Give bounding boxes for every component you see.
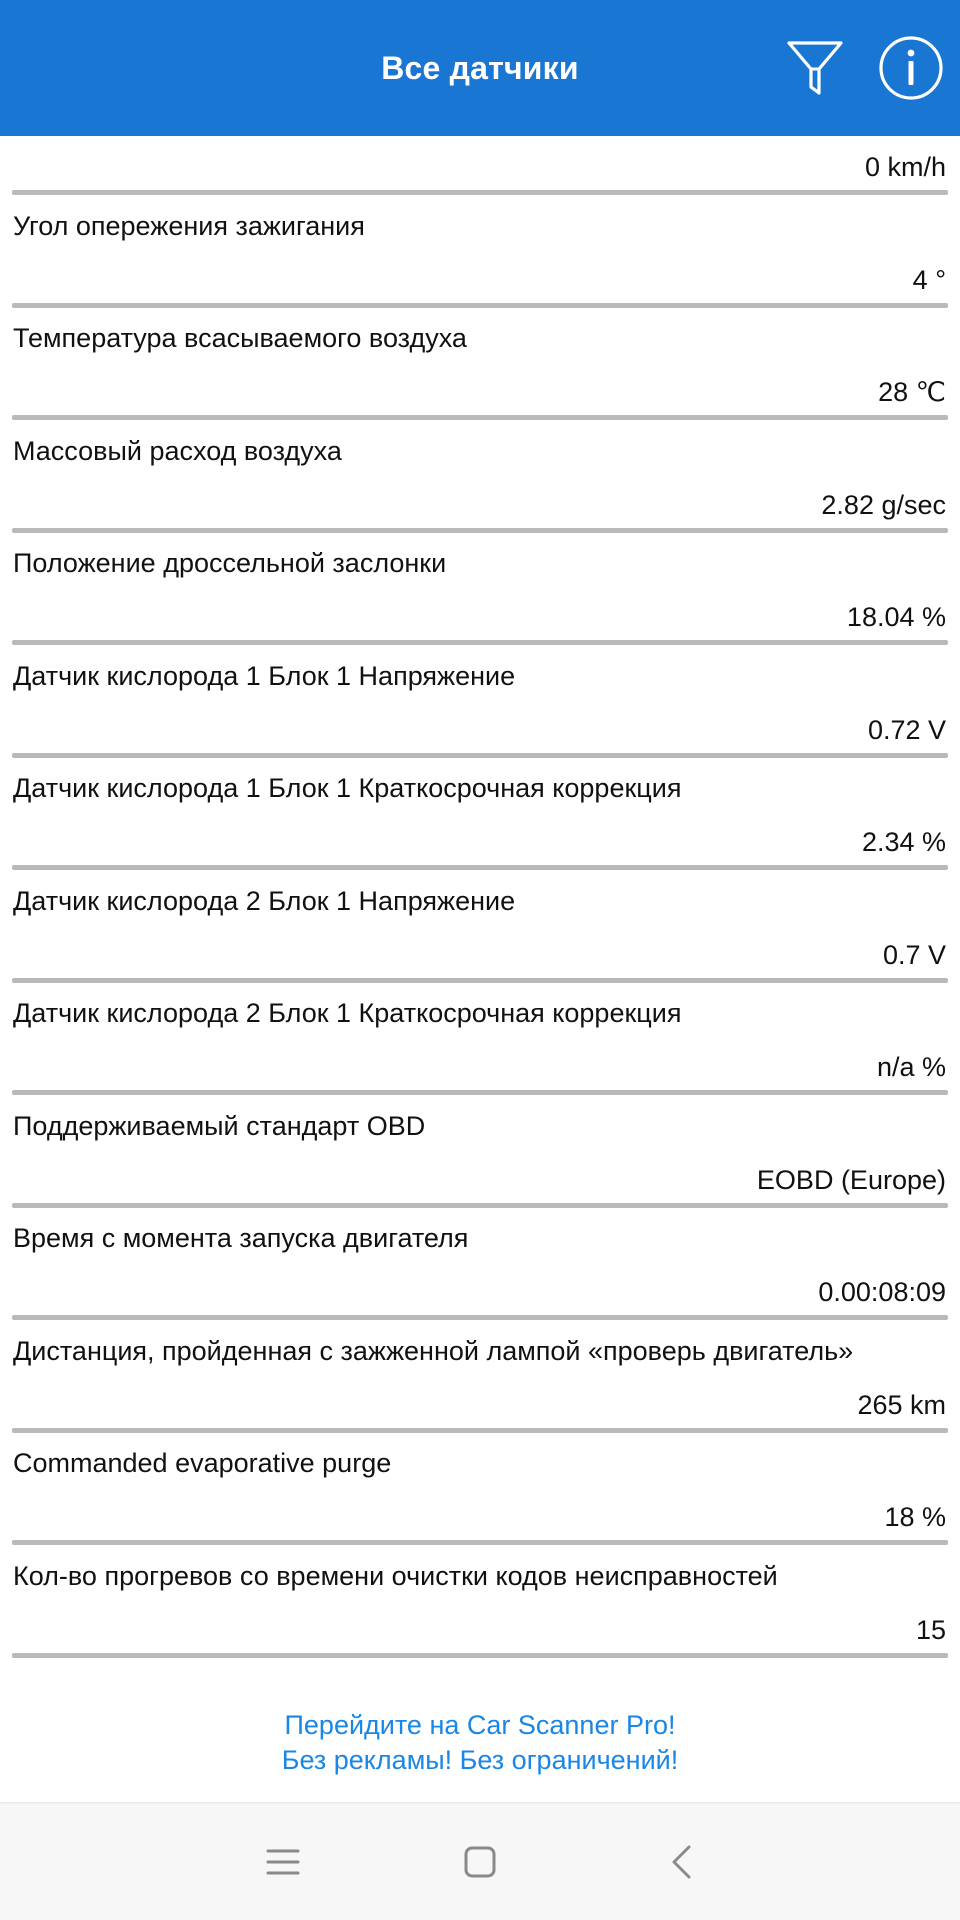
sensor-label: Датчик кислорода 2 Блок 1 Краткосрочная коррекция	[13, 998, 682, 1028]
promo-banner[interactable]	[0, 1684, 960, 1802]
menu-button[interactable]	[253, 1832, 313, 1892]
sensor-value: EOBD (Europe)	[756, 1164, 946, 1195]
sensor-row[interactable]	[0, 136, 960, 195]
sensor-row[interactable]	[0, 757, 960, 870]
sensor-row[interactable]	[0, 195, 960, 308]
sensor-list[interactable]	[0, 136, 960, 1684]
sensor-value: 265 km	[857, 1389, 946, 1420]
menu-icon	[266, 1847, 300, 1877]
promo-line-2: Без рекламы! Без ограничений!	[281, 1745, 679, 1775]
sensor-value: 4 °	[912, 264, 946, 295]
sensor-label: Датчик кислорода 1 Блок 1 Напряжение	[13, 660, 516, 691]
sensor-label: Commanded evaporative purge	[13, 1448, 392, 1478]
home-button[interactable]	[450, 1832, 510, 1892]
sensor-label: Угол опережения зажигания	[13, 210, 365, 241]
sensor-value: 28 ℃	[878, 377, 946, 407]
page-title: Все датчики	[381, 49, 579, 86]
sensor-row[interactable]	[0, 307, 960, 420]
info-button[interactable]	[876, 33, 946, 103]
sensor-label: Массовый расход воздуха	[13, 435, 342, 466]
sensor-row[interactable]	[0, 982, 960, 1095]
sensor-value: 2.82 g/sec	[821, 489, 946, 520]
sensor-row[interactable]	[0, 420, 960, 533]
back-button[interactable]	[652, 1832, 712, 1892]
sensor-value: 0.7 V	[882, 939, 946, 970]
sensor-label: Температура всасываемого воздуха	[13, 323, 467, 353]
sensor-label: Поддерживаемый стандарт OBD	[13, 1110, 426, 1141]
sensor-label: Датчик кислорода 1 Блок 1 Краткосрочная коррекция	[13, 773, 682, 803]
sensor-value: 0 km/h	[864, 152, 946, 182]
filter-icon	[785, 37, 845, 99]
home-icon	[463, 1845, 497, 1879]
sensor-row[interactable]	[0, 870, 960, 983]
sensor-row[interactable]	[0, 645, 960, 758]
sensor-row[interactable]	[0, 1207, 960, 1320]
sensor-value: 0.00:08:09	[818, 1277, 946, 1307]
sensor-label: Время с момента запуска двигателя	[13, 1223, 469, 1253]
sensor-value: 0.72 V	[867, 714, 946, 745]
sensor-row[interactable]	[0, 1432, 960, 1545]
sensor-label: Кол-во прогревов со времени очистки кодов неисправностей	[13, 1560, 778, 1591]
back-icon	[669, 1844, 695, 1880]
sensor-label: Датчик кислорода 2 Блок 1 Напряжение	[13, 885, 516, 916]
sensor-label: Положение дроссельной заслонки	[13, 548, 447, 578]
sensor-value: 2.34 %	[861, 827, 946, 857]
sensor-value: 18 %	[884, 1502, 946, 1532]
app-bar-actions	[780, 33, 946, 103]
sensor-value: n/a %	[876, 1052, 946, 1082]
sensor-row[interactable]	[0, 532, 960, 645]
sensor-value: 18.04 %	[846, 602, 946, 632]
sensor-label: Дистанция, пройденная с зажженной лампой «проверь двигатель»	[13, 1335, 854, 1366]
sensor-row[interactable]	[0, 1320, 960, 1433]
sensor-value: 15	[915, 1614, 946, 1645]
sensor-row[interactable]	[0, 1545, 960, 1658]
sensor-row-partial[interactable]	[0, 1657, 960, 1684]
sensor-row[interactable]	[0, 1095, 960, 1208]
promo-line-1: Перейдите на Car Scanner Pro!	[284, 1710, 676, 1740]
system-nav-bar	[0, 1804, 960, 1920]
app-bar	[0, 0, 960, 136]
filter-button[interactable]	[780, 33, 850, 103]
info-icon	[878, 35, 944, 101]
